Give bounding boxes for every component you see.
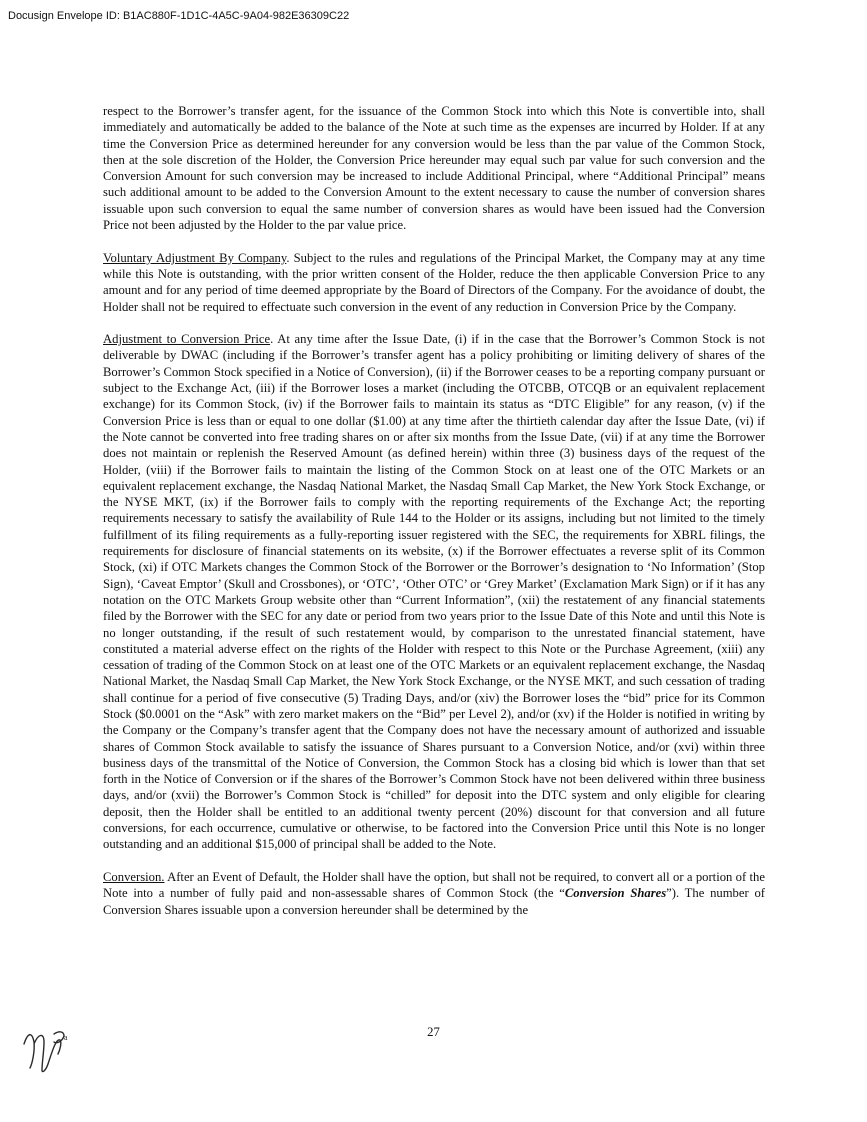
paragraph-adjustment-body: . At any time after the Issue Date, (i) if in the case that the Borrower’s Common Stock is not deliverable by DWAC (including if the Borrower’s transfer agent has a policy prohibiting or limiting delivery of shares of the Borrower’s Common Stock specified in a Notice of Conversion), (ii) if the Borrower ceases to be a reporting company pursuant or subject to the Exchange Act, (iii) if the Borrower loses a market (including the OTCBB, OTCQB or an equivalent replacement exchange) for its Common Stock, (iv) if the Borrower fails to maintain its status as “DTC Eligible” for any reason, (v) if the Conversion Price is less than or equal to one dollar ($1.00) at any time after the thirtieth calendar day after the Issue Date, (vi) if the Note cannot be converted into free trading shares on or after six months from the Issue Date, (vii) if at any time the Borrower does not maintain or replenish the Reserved Amount (as defined herein) within three (3) business days of the request of the Holder, (viii) if the Borrower fails to maintain the listing of the Common Stock on at least one of the OTC Markets or an equivalent replacement exchange, the Nasdaq National Market, the Nasdaq Small Cap Market, the New York Stock Exchange, or the NYSE MKT, (ix) if the Borrower fails to comply with the reporting requirements of the Exchange Act; the reporting requirements necessary to satisfy the availability of Rule 144 to the Holder or its assigns, including but not limited to the timely fulfillment of its filing requirements as a fully-reporting issuer registered with the SEC, the requirements for XBRL filings, the requirements for disclosure of financial statements on its website, (x) if the Borrower effectuates a reverse split of its Common Stock, (xi) if OTC Markets changes the Common Stock of the Borrower or the Borrower’s designation to ‘No Information’ (Stop Sign), ‘Caveat Emptor’ (Skull and Crossbones), or ‘OTC’, ‘Other OTC’ or ‘Grey Market’ (Exclamation Mark Sign) or if it has any notation on the OTC Markets Group website other than “Current Information”, (xii) the restatement of any financial statements filed by the Borrower with the SEC for any date or period from two years prior to the Issue Date of this Note and until this Note is no longer outstanding, if the result of such restatement would, by comparison to the unrestated financial statement, have constituted a material adverse effect on the rights of the Holder with respect to this Note or the Purchase Agreement, (xiii) any cessation of trading of the Common Stock on at least one of the OTC Markets or an equivalent replacement exchange, the Nasdaq National Market, the Nasdaq Small Cap Market, the New York Stock Exchange, or the NYSE MKT, and such cessation of trading shall continue for a period of five consecutive (5) Trading Days, and/or (xiv) the Borrower loses the “bid” price for its Common Stock ($0.0001 on the “Ask” with zero market makers on the “Bid” per Level 2), and/or (xv) if the Holder is notified in writing by the Company or the Company’s transfer agent that the Company does not have the necessary amount of authorized and issuable shares of Common Stock available to satisfy the issuance of Shares pursuant to a Conversion Notice, and/or (xvi) within three business days of the transmittal of the Notice of Conversion, the Common Stock has a closing bid which is lower than that set forth in the Notice of Conversion or if the shares of the Borrower’s Common Stock have not been delivered within three business days, and/or (xvii) the Borrower’s Common Stock is “chilled” for deposit into the DTC system and only eligible for clearing deposit, then the Holder shall be entitled to an additional twenty percent (20%) discount for that conversion and all future conversions, for each occurrence, cumulative or otherwise, to be factored into the Conversion Price until this Note is no longer outstanding and an additional $15,000 of principal shall be added to the Note.: [103, 332, 765, 852]
section-heading-voluntary-adjustment: Voluntary Adjustment By Company: [103, 250, 287, 265]
paragraph-voluntary-adjustment: [103, 250, 765, 315]
defined-term-conversion-shares: Conversion Shares: [564, 886, 667, 901]
document-body: [103, 103, 765, 934]
paragraph-conversion-body-a: After an Event of Default, the Holder shall have the option, but shall not be required, to convert all or a portion of the Note into a number of fully paid and non-assessable shares of Common Stock (the “: [103, 869, 765, 901]
svg-text:a: a: [64, 1033, 68, 1042]
page-number: 27: [427, 1025, 440, 1039]
paragraph-transfer-agent-fees: respect to the Borrower’s transfer agent, for the issuance of the Common Stock into which this Note is convertible into, shall immediately and automatically be added to the balance of the Note at such time as the expenses are incurred by Holder. If at any time the Conversion Price as determined hereunder for any conversion would be less than the par value of the Common Stock, then at the sole discretion of the Holder, the Conversion Price hereunder may equal such par value for such conversion and the Conversion Amount for such conversion may be increased to include Additional Principal, where “Additional Principal” means such additional amount to be added to the Conversion Amount to the extent necessary to cause the number of conversion shares issuable upon such conversion to equal the same number of conversion shares as would have been issued had the Conversion Price not been adjusted by the Holder to the par value price.: [103, 104, 765, 233]
paragraph-voluntary-adjustment-body: . Subject to the rules and regulations of the Principal Market, the Company may at any time while this Note is outstanding, with the prior written consent of the Holder, reduce the then applicable Conversion Price to any amount and for any period of time deemed appropriate by the Board of Directors of the Company. For the avoidance of doubt, the Holder shall not be required to effectuate such conversion in the event of any reduction in Conversion Price by the Company.: [103, 250, 765, 314]
paragraph-conversion-body-b: ”). The number of Conversion Shares issuable upon a conversion hereunder shall be determined by the: [103, 886, 765, 917]
paragraph-conversion: [103, 869, 765, 918]
initials-signature: [20, 1020, 80, 1090]
paragraph-adjustment-to-conversion-price: [103, 331, 765, 853]
section-heading-conversion: Conversion.: [103, 869, 165, 884]
docusign-envelope-id: Docusign Envelope ID: B1AC880F-1D1C-4A5C-9A04-982E36309C22: [8, 10, 350, 22]
section-heading-adjustment: Adjustment to Conversion Price: [103, 332, 271, 347]
